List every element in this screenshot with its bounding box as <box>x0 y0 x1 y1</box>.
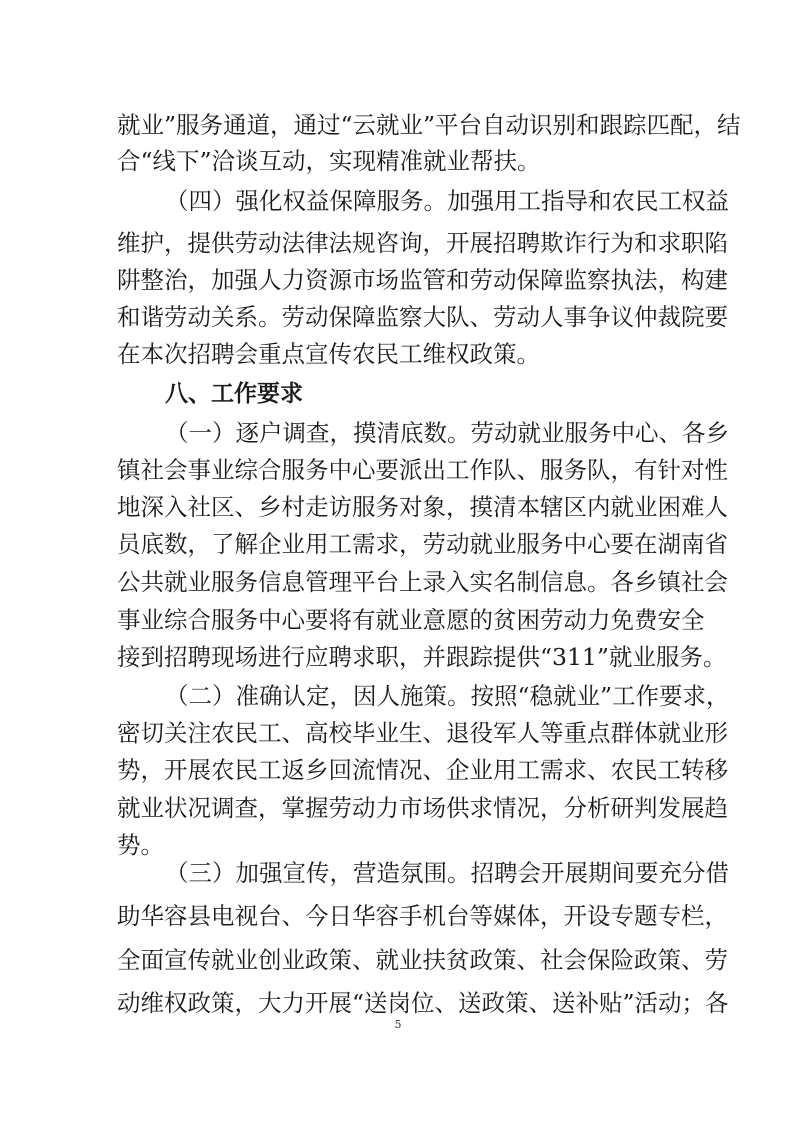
text-line: 维护，提供劳动法律法规咨询，开展招聘欺诈行为和求职陷 <box>117 229 728 257</box>
section-heading: 八、工作要求 <box>165 381 303 407</box>
text-line: 就业状况调查，掌握劳动力市场供求情况，分析研判发展趋 <box>117 794 728 822</box>
text-line: 阱整治，加强人力资源市场监管和劳动保障监察执法，构建 <box>117 266 728 294</box>
text-line: 员底数，了解企业用工需求，劳动就业服务中心要在湖南省 <box>117 530 728 558</box>
text-line: 接到招聘现场进行应聘求职，并跟踪提供“311”就业服务。 <box>117 643 727 671</box>
text-line: 地深入社区、乡村走访服务对象，摸清本辖区内就业困难人 <box>117 493 728 521</box>
paragraph-start-line: （三）加强宣传，营造氛围。招聘会开展期间要充分借 <box>165 859 729 887</box>
text-line: 全面宣传就业创业政策、就业扶贫政策、社会保险政策、劳 <box>117 946 728 974</box>
text-line: 和谐劳动关系。劳动保障监察大队、劳动人事争议仲裁院要 <box>117 303 728 331</box>
paragraph-start-line: （一）逐户调查，摸清底数。劳动就业服务中心、各乡 <box>165 419 729 447</box>
text-line: 助华容县电视台、今日华容手机台等媒体，开设专题专栏， <box>117 902 728 930</box>
text-line: 在本次招聘会重点宣传农民工维权政策。 <box>117 340 540 368</box>
text-line: 合“线下”洽谈互动，实现精准就业帮扶。 <box>117 147 541 175</box>
text-line: 动维权政策，大力开展“送岗位、送政策、送补贴”活动；各 <box>117 989 729 1017</box>
text-line: 势。 <box>117 831 164 859</box>
page-number: 5 <box>394 1018 402 1031</box>
text-line: 事业综合服务中心要将有就业意愿的贫困劳动力免费安全 <box>117 606 705 634</box>
text-line: 公共就业服务信息管理平台上录入实名制信息。各乡镇社会 <box>117 568 728 596</box>
paragraph-start-line: （二）准确认定，因人施策。按照“稳就业”工作要求， <box>165 682 730 710</box>
paragraph-start-line: （四）强化权益保障服务。加强用工指导和农民工权益 <box>165 187 729 215</box>
text-line: 密切关注农民工、高校毕业生、退役军人等重点群体就业形 <box>117 719 728 747</box>
text-line: 镇社会事业综合服务中心要派出工作队、服务队，有针对性 <box>117 456 728 484</box>
text-line: 势，开展农民工返乡回流情况、企业用工需求、农民工转移 <box>117 756 728 784</box>
text-line: 就业”服务通道，通过“云就业”平台自动识别和跟踪匹配，结 <box>117 111 741 139</box>
